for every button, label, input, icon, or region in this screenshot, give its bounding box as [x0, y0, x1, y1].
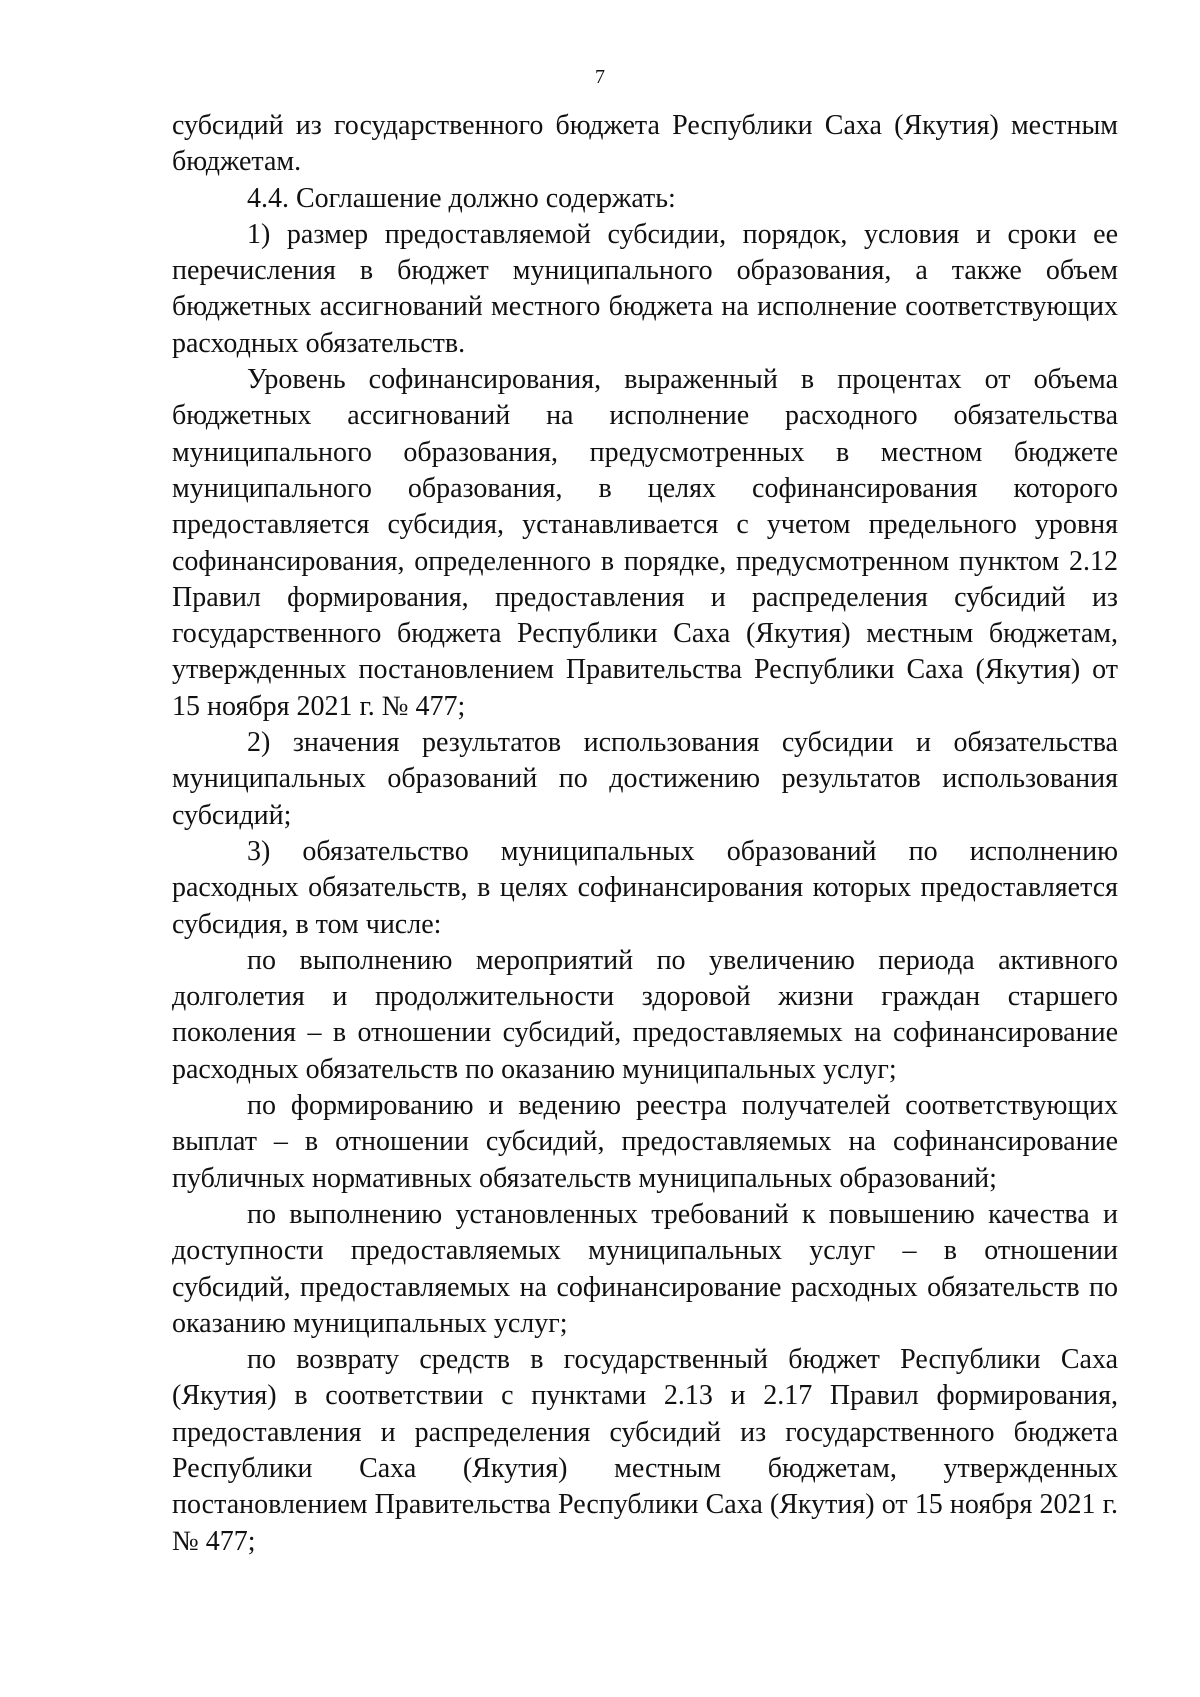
paragraph-item-2: 2) значения результатов использования субсидии и обязательства муниципальных образований по достижению результатов использования субсидий; [172, 727, 1118, 831]
paragraph-active-longevity: по выполнению мероприятий по увеличению периода активного долголетия и продолжительности здоровой жизни граждан старшего поколения – в отношении субсидий, предоставляемых на софинансирование расходных обязательств по оказанию муниципальных услуг; [172, 944, 1118, 1085]
paragraph-service-quality: по выполнению установленных требований к повышению качества и доступности предоставляемых муниципальных услуг – в отношении субсидий, предоставляемых на софинансирование расходных обязательств по оказанию муниципальных услуг; [172, 1198, 1118, 1339]
paragraph-funds-return: по возврату средств в государственный бюджет Республики Саха (Якутия) в соответствии с пунктами 2.13 и 2.17 Правил формирования, предоставления и распределения субсидий из государственного бюджета Республики Саха (Якутия) местным бюджетам, утвержденных постановлением Правительства Республики Саха (Якутия) от 15 ноября 2021 г. № 477; [172, 1344, 1118, 1557]
paragraph-cofinancing-level: Уровень софинансирования, выраженный в процентах от объема бюджетных ассигнований на исполнение расходного обязательства муниципального образования, предусмотренных в местном бюджете муниципального образования, в целях софинансирования которого предоставляется субсидия, устанавливается с учетом предельного уровня софинансирования, определенного в порядке, предусмотренном пунктом 2.12 Правил формирования, предоставления и распределения субсидий из государственного бюджета Республики Саха (Якутия) местным бюджетам, утвержденных постановлением Правительства Республики Саха (Якутия) от 15 ноября 2021 г. № 477; [172, 364, 1118, 722]
page-number: 7 [595, 66, 605, 88]
paragraph-item-1: 1) размер предоставляемой субсидии, порядок, условия и сроки ее перечисления в бюджет муниципального образования, а также объем бюджетных ассигнований местного бюджета на исполнение соответствующих расходных обязательств. [172, 218, 1118, 359]
paragraph-registry: по формированию и ведению реестра получателей соответствующих выплат – в отношении субсидий, предоставляемых на софинансирование публичных нормативных обязательств муниципальных образований; [172, 1090, 1118, 1194]
document-body [172, 108, 1118, 1560]
paragraph-4-4-heading: 4.4. Соглашение должно содержать: [247, 182, 676, 214]
paragraph-continuation: субсидий из государственного бюджета Республики Саха (Якутия) местным бюджетам. [172, 110, 1118, 178]
paragraph-item-3: 3) обязательство муниципальных образований по исполнению расходных обязательств, в целях софинансирования которых предоставляется субсидия, в том числе: [172, 835, 1118, 940]
